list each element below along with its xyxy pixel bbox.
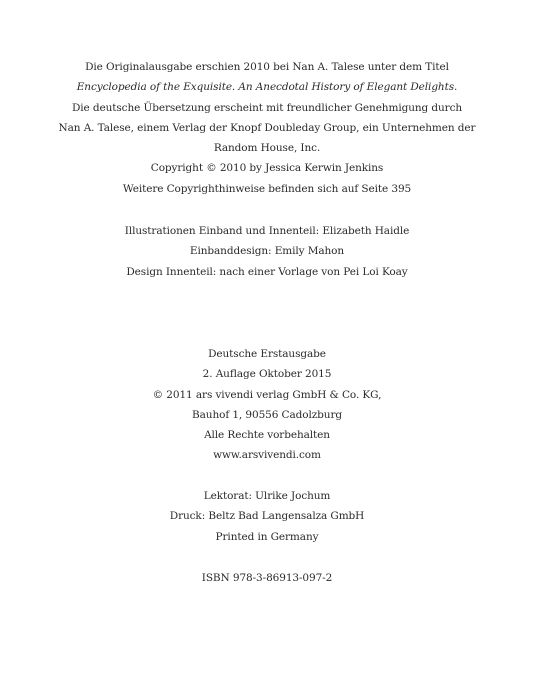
interior-design-credit: Design Innenteil: nach einer Vorlage von Pei Loi Koay [126, 265, 408, 278]
copyright-notes-line: Weitere Copyrighthinweise befinden sich auf Seite 395 [122, 182, 412, 195]
publisher-line: Nan A. Talese, einem Verlag der Knopf Doubleday Group, ein Unternehmen der [58, 121, 476, 134]
isbn-block [0, 568, 534, 588]
original-title: Encyclopedia of the Exquisite. An Anecdotal History of Elegant Delights [76, 81, 455, 94]
printer-credit: Druck: Beltz Bad Langensalza GmbH [169, 510, 365, 523]
original-edition-block [0, 57, 534, 199]
printed-in-label: Printed in Germany [215, 530, 319, 543]
edition-info-block [0, 344, 534, 466]
isbn-number: ISBN 978-3-86913-097-2 [201, 572, 333, 584]
illustrations-credit: Illustrationen Einband und Innenteil: Elizabeth Haidle [124, 225, 410, 237]
original-title-period: . [454, 81, 458, 94]
design-credits-block [0, 221, 534, 282]
publisher-address: Bauhof 1, 90556 Cadolzburg [192, 408, 342, 421]
first-edition-label: Deutsche Erstausgabe [208, 348, 326, 360]
publisher-website: www.arsvivendi.com [213, 449, 321, 462]
translation-permission-line: Die deutsche Übersetzung erscheint mit freundlicher Genehmigung durch [71, 101, 463, 114]
editor-credit: Lektorat: Ulrike Jochum [203, 490, 331, 502]
publisher-copyright: © 2011 ars vivendi verlag GmbH & Co. KG, [152, 388, 382, 401]
original-copyright-line: Copyright © 2010 by Jessica Kerwin Jenkins [150, 162, 384, 175]
rights-reserved: Alle Rechte vorbehalten [204, 429, 330, 442]
publisher-parent-line: Random House, Inc. [213, 142, 321, 155]
original-edition-line: Die Originalausgabe erschien 2010 bei Nan A. Talese unter dem Titel [85, 61, 449, 73]
printing-info: 2. Auflage Oktober 2015 [202, 368, 332, 381]
production-credits-block [0, 486, 534, 547]
original-title-line [0, 77, 534, 97]
cover-design-credit: Einbanddesign: Emily Mahon [189, 245, 345, 258]
